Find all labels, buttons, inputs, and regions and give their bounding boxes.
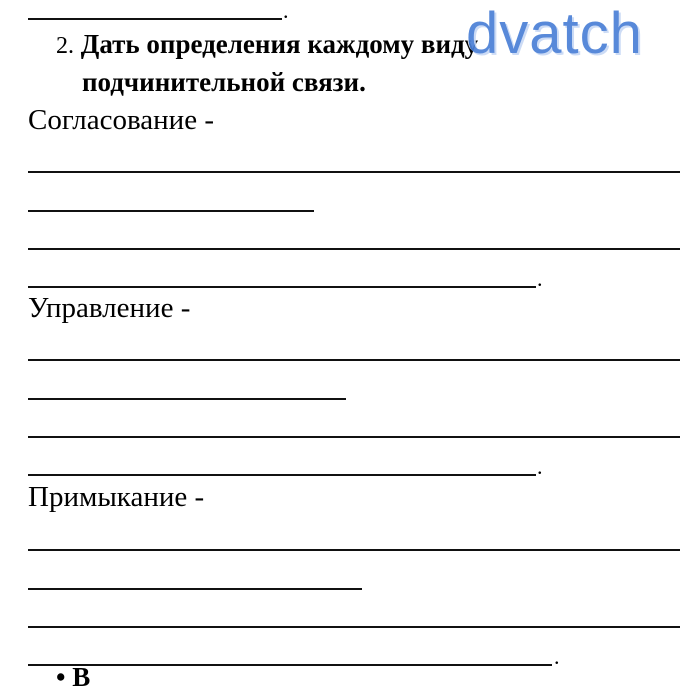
answer-line <box>28 474 536 476</box>
answer-line <box>28 436 680 438</box>
task-text-line1: Дать определения каждому виду <box>80 29 479 59</box>
answer-line <box>28 664 552 666</box>
answer-line <box>28 286 536 288</box>
answer-line <box>28 210 314 212</box>
answer-line <box>28 549 680 551</box>
answer-line <box>28 359 680 361</box>
answer-line <box>28 626 680 628</box>
line-end-dot: . <box>283 0 289 23</box>
line-end-dot: . <box>537 454 543 479</box>
next-task-heading: • В <box>56 662 91 692</box>
line-end-dot: . <box>537 266 543 291</box>
task-number: 2. <box>56 33 74 59</box>
answer-line <box>28 171 680 173</box>
answer-line <box>28 248 680 250</box>
watermark-logo: dvatch <box>466 1 643 66</box>
answer-line <box>28 588 362 590</box>
answer-line <box>28 398 346 400</box>
line-end-dot: . <box>554 644 560 669</box>
term-soglasovanie: Согласование - <box>28 104 214 136</box>
task-text-line2: подчинительной связи. <box>82 67 366 97</box>
term-upravlenie: Управление - <box>28 292 191 324</box>
answer-line-top <box>28 18 282 20</box>
term-primykanie: Примыкание - <box>28 481 205 513</box>
task-heading <box>56 26 478 100</box>
